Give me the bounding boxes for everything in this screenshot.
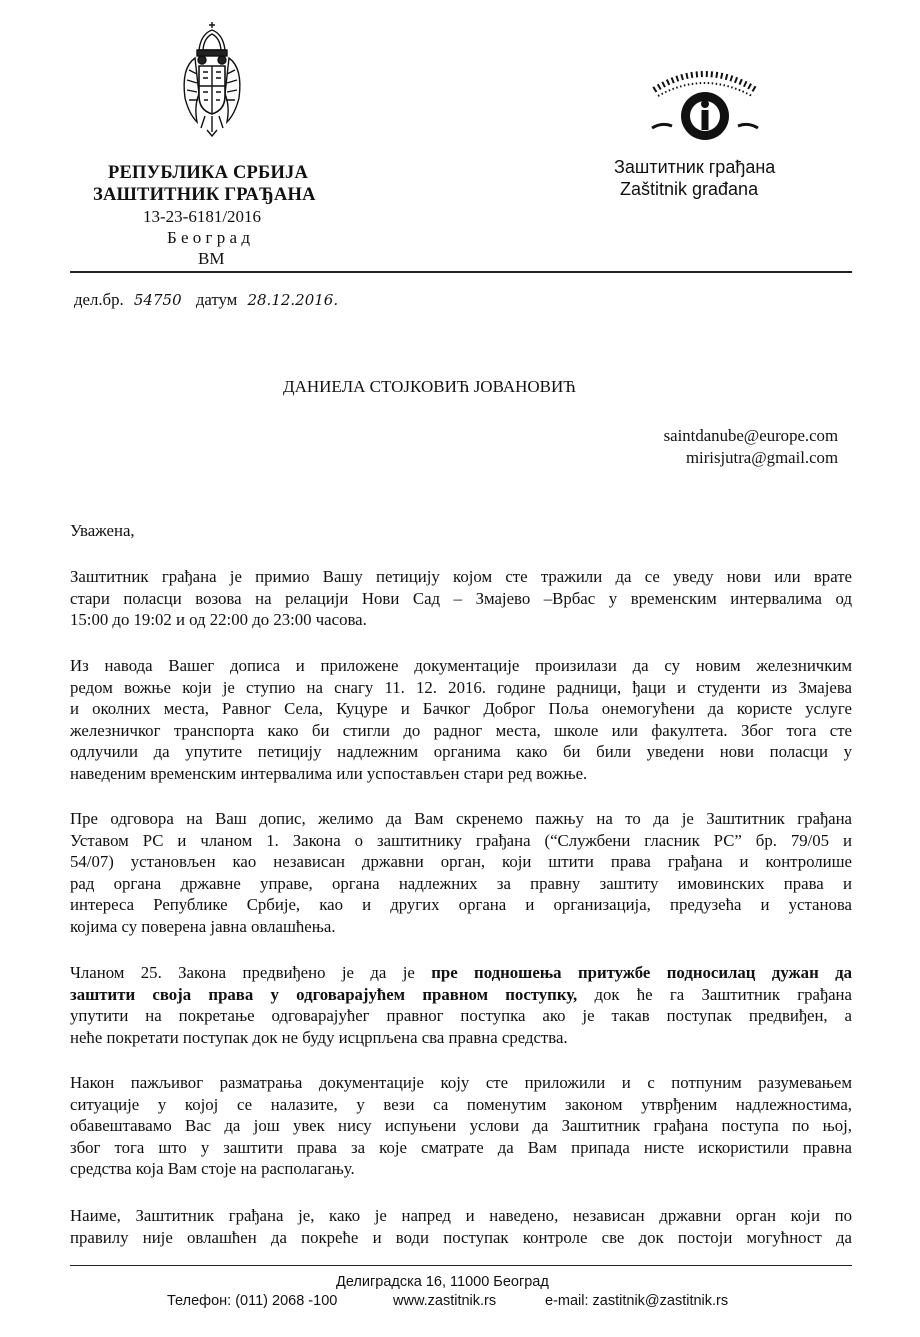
- paragraph-line: железничког транспорта како би стигли до радног места, школе или факултета. Због тога сте: [70, 720, 852, 740]
- org-name-cyrillic: Заштитник грађана: [614, 157, 776, 177]
- header-office: ЗАШТИТНИК ГРАЂАНА: [93, 185, 316, 205]
- paragraph-line: ситуације у којој се налазите, у вези са поменутим законом утврђеним надлежностима,: [70, 1094, 852, 1114]
- paragraph-line: обавештавамо Вас да још увек нису испуњени услови да Заштитник грађана поступа по њој,: [70, 1116, 852, 1135]
- paragraph-line: стари поласци возова на релацији Нови Сад – Змајево –Врбас у временским интервалима од: [70, 588, 852, 608]
- paragraph-4: [70, 962, 852, 1048]
- footer-website-link[interactable]: www.zastitnik.rs: [393, 1293, 497, 1309]
- p4-line2-bold: заштити своја права у одговарајућем правном поступку,: [70, 984, 578, 1004]
- paragraph-3: [70, 808, 852, 937]
- header-country: РЕПУБЛИКА СРБИЈА: [108, 163, 309, 183]
- paragraph-line: и околних места, Равног Села, Куцуре и Бачког Доброг Поља онемогућени да користе услуге: [70, 699, 852, 718]
- registry-date-label: датум: [195, 290, 238, 309]
- paragraph-line: наведеним временским интервалима или успостављен стари ред вожње.: [70, 763, 588, 783]
- paragraph-line: интереса Републике Србије, као и других органа и организација, предузећа и установа: [70, 895, 852, 914]
- coat-of-arms-icon: [177, 20, 247, 138]
- paragraph-line: 15:00 до 19:02 и од 22:00 до 23:00 часова.: [70, 610, 367, 629]
- p4-line1-plain: Чланом 25. Закона предвиђено је да је: [70, 963, 432, 982]
- paragraph-line: [70, 962, 852, 984]
- paragraph-line: Из навода Вашег дописа и приложене документације произилази да су новим железничким: [70, 656, 852, 675]
- paragraph-line: упутити на покретање одговарајућег правног поступка ако је такав поступак предвиђен, а: [70, 1006, 852, 1025]
- recipient-email-1: saintdanube@europe.com: [663, 426, 838, 445]
- paragraph-line: 54/07) установљен као независан државни орган, који штити права грађана и контролише: [70, 852, 852, 871]
- paragraph-line: рад органа државне управе, органа надлежних за правну заштиту имовинских права и: [70, 873, 852, 893]
- recipient-name: ДАНИЕЛА СТОЈКОВИЋ ЈОВАНОВИЋ: [283, 377, 576, 396]
- registry-date-handwritten: 28.12.2016.: [247, 291, 339, 309]
- paragraph-line: неће покретати поступак док не буду исцрпљена сва правна средства.: [70, 1027, 568, 1047]
- registry-number-handwritten: 54750: [133, 291, 182, 309]
- p4-line1-bold: пре подношења притужбе подносилац дужан да: [431, 963, 852, 982]
- paragraph-6: [70, 1205, 852, 1248]
- paragraph-5: [70, 1072, 852, 1180]
- footer-email-link[interactable]: e-mail: zastitnik@zastitnik.rs: [545, 1293, 729, 1309]
- recipient-email-2: mirisjutra@gmail.com: [685, 448, 838, 467]
- paragraph-line: правилу није овлашћен да покреће и води поступак контроле све док постоји могућност да: [70, 1227, 852, 1247]
- paragraph-line: због тога што у заштити права за које сматрате да Вам припада нисте искористили правна: [70, 1137, 852, 1157]
- header-city: Б е о г р а д: [167, 228, 250, 247]
- paragraph-line: Уставом РС и чланом 1. Закона о заштитнику грађана (“Службени гласник РС” бр. 79/05 и: [70, 830, 852, 850]
- p4-line2-plain: док ће га Заштитник грађана: [577, 984, 852, 1004]
- paragraph-line: Након пажљивог разматрања документације коју сте приложили и с потпуним разумевањем: [70, 1073, 852, 1092]
- paragraph-line: Заштитник грађана је примио Вашу петицију којом сте тражили да се уведу нови или врате: [70, 567, 852, 586]
- header-case-number: 13-23-6181/2016: [143, 207, 262, 226]
- header-divider: [70, 271, 852, 273]
- registry-line: [74, 290, 338, 310]
- paragraph-line: одлучили да упутите петицију надлежним органима како би били уведени нови поласци у: [70, 742, 852, 761]
- paragraph-1: [70, 566, 852, 631]
- paragraph-line: којима су поверена јавна овлашћења.: [70, 916, 336, 936]
- footer-phone: Телефон: (011) 2068 -100: [167, 1293, 338, 1309]
- registry-number-label: дел.бр.: [74, 290, 124, 309]
- org-name-latin: Zaštitnik građana: [620, 179, 759, 199]
- footer-divider: [70, 1265, 852, 1266]
- salutation: Уважена,: [70, 521, 135, 540]
- paragraph-line: Пре одговора на Ваш допис, желимо да Вам скренемо пажњу на то да је Заштитник грађана: [70, 809, 852, 828]
- paragraph-line: [70, 984, 852, 1006]
- paragraph-2: [70, 655, 852, 784]
- ombudsman-eye-logo-icon: [650, 68, 760, 146]
- paragraph-line: Наиме, Заштитник грађана је, како је напред и наведено, независан државни орган који по: [70, 1206, 852, 1225]
- header-initials: ВМ: [198, 249, 225, 268]
- footer-address: Делиградска 16, 11000 Београд: [336, 1274, 549, 1290]
- paragraph-line: средства која Вам стоје на располагању.: [70, 1159, 355, 1178]
- paragraph-line: редом вожње који је ступио на снагу 11. 12. 2016. године радници, ђаци и студенти из Змајева: [70, 677, 852, 697]
